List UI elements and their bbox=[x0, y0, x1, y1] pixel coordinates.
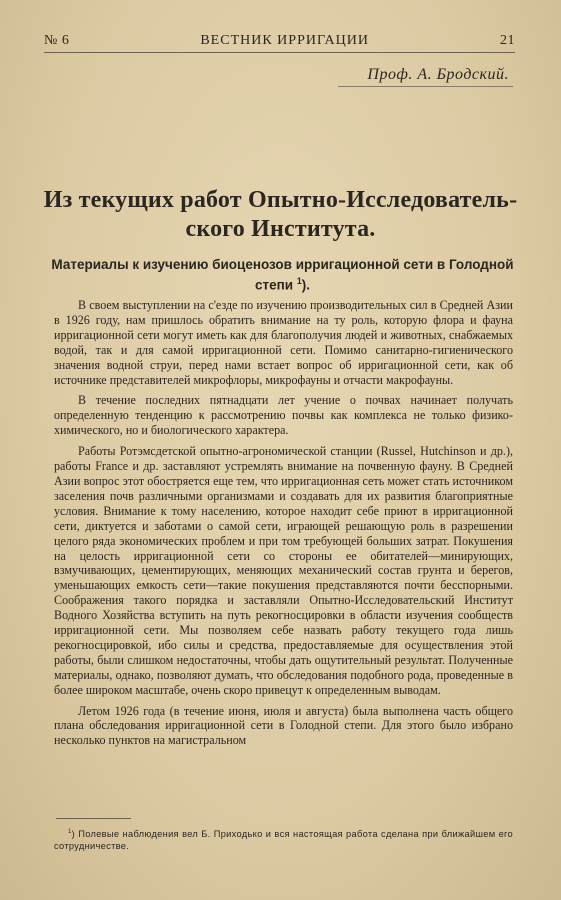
running-header bbox=[44, 30, 515, 53]
paragraph-3: Работы Ротэмсдетской опытно-агрономической станции (Russel, Hutchinson и др.), работы France и др. заставляют устремлять внимание на почвенную фауну. В Средней Азии вопрос этот обостряется еще тем, что ирригационная сеть может стать источником заселения почв различными организмами и создавать для их развития благоприятные условия. Внимание к тому населению, которое находит себе приют в ирригационной сети, диктуется и заботами о самой сети, играющей решающую роль в разрешении целого ряда экономических проблем и при том требующей больших затрат. Покушения на целость ирригационной сети со стороны ее обитателей—минирующих, взмучивающих, цементирующих, меняющих механический состав грунта и берегов, уменьшающих емкость сети—такие покушения представляются почти бесспорными. Соображения такого порядка и заставляли Опытно-Исследовательский Институт Водного Хозяйства вступить на путь рекогносцировки в области изучения сообществ ирригационной сети. Мы позволяем себе назвать работу текущего года лишь рекогносцировкой, ибо силы и средства, предоставляемые для осуществления этой работы, были слишком недостаточны, чтобы дать ощутительный результат. Полученные материалы, однако, позволяют думать, что обследования подобного рода, проведенные в более широком масштабе, очень скоро привецут к определенным выводам. bbox=[54, 444, 513, 697]
subtitle-text: Материалы к изучению биоценозов ирригационной сети в Голодной степи bbox=[51, 257, 514, 293]
footnote-mark: 1 bbox=[68, 829, 72, 835]
issue-number: № 6 bbox=[44, 33, 70, 48]
article-body bbox=[54, 298, 513, 754]
author-underline bbox=[338, 86, 513, 87]
paragraph-4: Летом 1926 года (в течение июня, июля и августа) была выполнена часть общего плана обследования ирригационной сети в Голодной степи. Для этого было избрано несколько пунктов на магистральном bbox=[54, 703, 513, 748]
footnote-text: ) Полевые наблюдения вел Б. Приходько и вся настоящая работа сделана при ближайшем его сотрудничестве. bbox=[54, 829, 513, 852]
paragraph-1: В своем выступлении на с'езде по изучению производительных сил в Средней Азии в 1926 году, нам пришлось обратить внимание на ту роль, которую флора и фауна ирригационной сети могут иметь как для благополучия людей и животных, снабжаемых водой, так и для самой ирригационной сети. Помимо санитарно-гигиенического значения водной струи, перед нами встает вопрос об ирригационной сети, как об источнике представителей микрофлоры, микрофауны и отчасти макрофауны. bbox=[54, 298, 513, 387]
journal-title: ВЕСТНИК ИРРИГАЦИИ bbox=[200, 33, 369, 48]
footnote bbox=[54, 826, 513, 852]
page-number: 21 bbox=[499, 33, 515, 48]
author-name: Проф. А. Бродский. bbox=[367, 66, 509, 83]
article-subtitle bbox=[44, 256, 521, 294]
subtitle-end: ). bbox=[301, 277, 310, 293]
article-title: Из текущих работ Опытно-Исследователь-ского Института. bbox=[43, 187, 518, 242]
footnote-separator bbox=[56, 818, 131, 819]
paragraph-2: В течение последних пятнадцати лет учение о почвах начинает получать определенную тенденцию к рассмотрению почвы как комплекса не только физико-химического, но и биологического характера. bbox=[54, 393, 513, 438]
subtitle-footnote-mark: 1 bbox=[296, 276, 302, 286]
